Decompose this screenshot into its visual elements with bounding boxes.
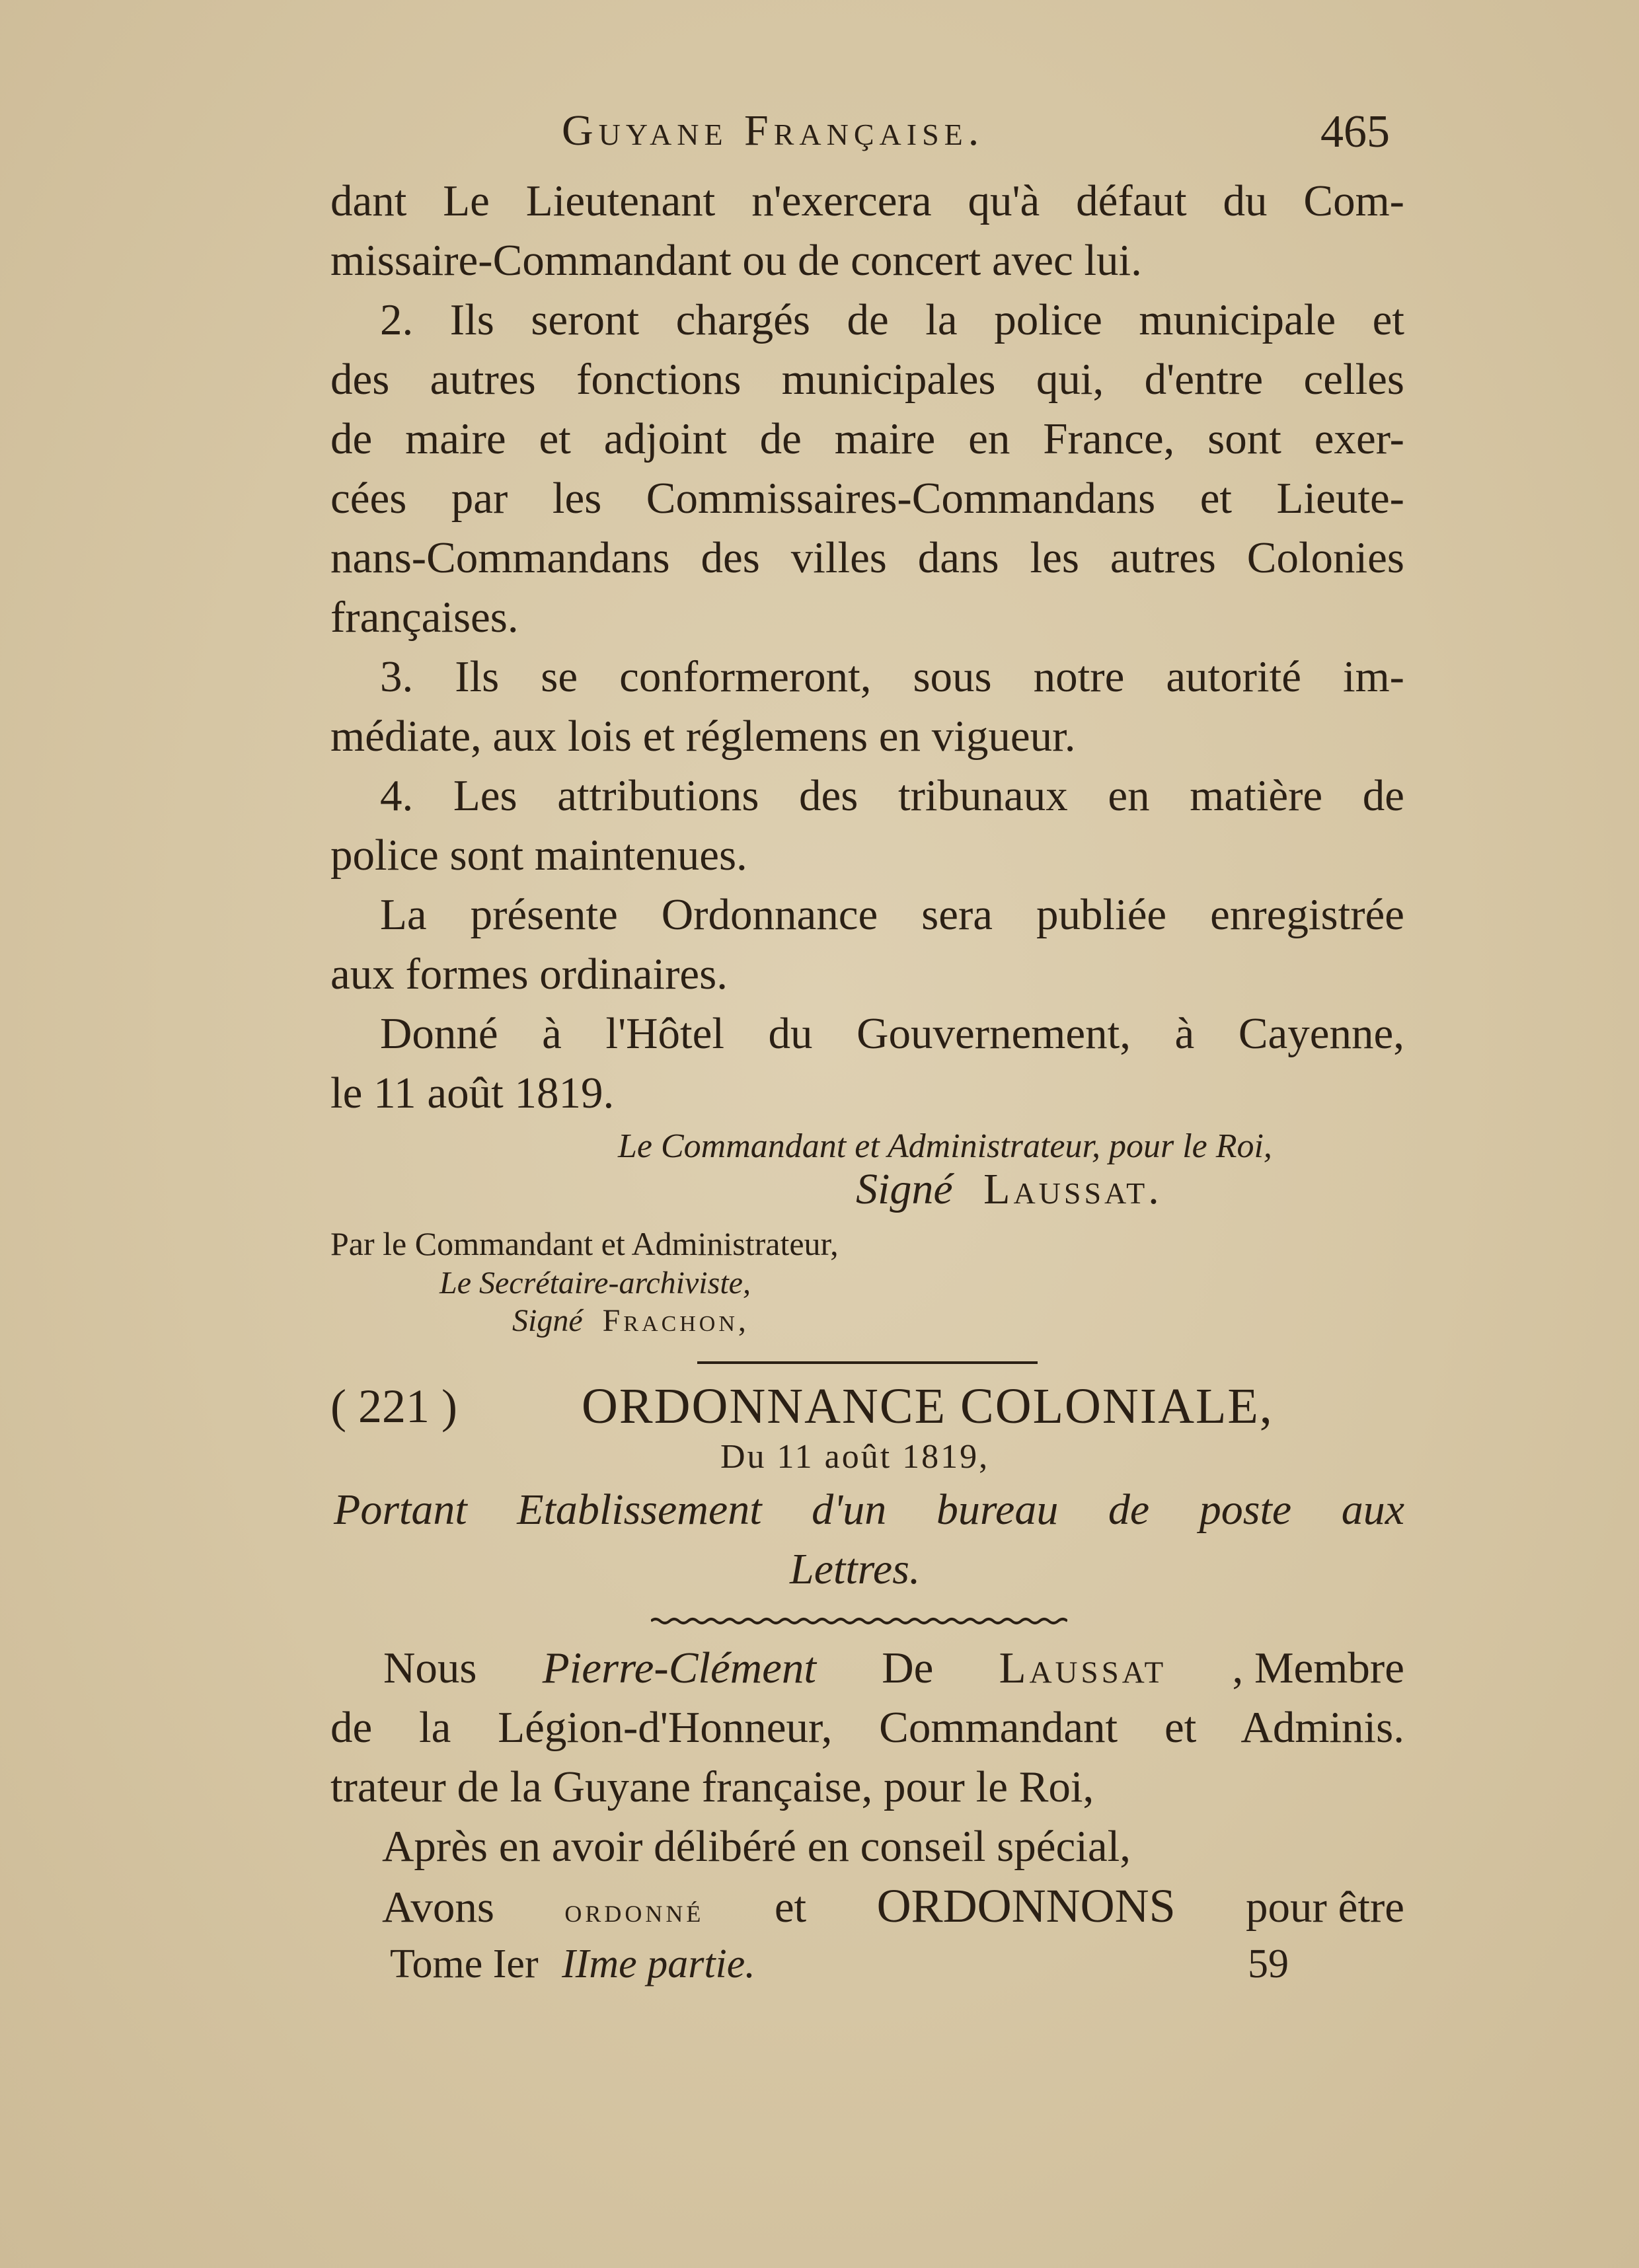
text-line: 3. Ils se conformeront, sous notre autorité im- bbox=[380, 652, 1404, 701]
text-line: aux formes ordinaires. bbox=[330, 950, 728, 999]
text-fragment: Nous bbox=[383, 1644, 477, 1692]
text-line: médiate, aux lois et réglemens en vigueur. bbox=[330, 712, 1076, 761]
signature-line bbox=[856, 1163, 1163, 1216]
signe-label: Signé bbox=[512, 1303, 583, 1338]
text-line: cées par les Commissaires-Commandans et Lieute- bbox=[330, 474, 1404, 523]
text-line: de la Légion-d'Honneur, Commandant et Adminis. bbox=[330, 1703, 1404, 1752]
preamble-line bbox=[382, 1877, 1404, 1940]
text-line: de maire et adjoint de maire en France, sont exer- bbox=[330, 414, 1404, 463]
separator-rule bbox=[697, 1361, 1038, 1364]
signature-name: Laussat. bbox=[983, 1165, 1163, 1213]
text-line: Après en avoir délibéré en conseil spécial, bbox=[382, 1822, 1131, 1871]
person-surname: Laussat bbox=[999, 1644, 1167, 1692]
text-fragment: , Membre bbox=[1232, 1644, 1404, 1692]
text-line: 4. Les attributions des tribunaux en matière de bbox=[380, 771, 1404, 820]
text-line: missaire-Commandant ou de concert avec lui. bbox=[330, 236, 1142, 285]
ordinance-subtitle: Portant Etablissement d'un bureau de poste aux bbox=[334, 1486, 1404, 1534]
ordinance-title: ORDONNANCE COLONIALE, bbox=[582, 1379, 1274, 1434]
text-fragment: De bbox=[882, 1644, 934, 1692]
countersign-signature bbox=[512, 1300, 749, 1342]
text-line: des autres fonctions municipales qui, d'entre celles bbox=[330, 355, 1404, 404]
text-line: Donné à l'Hôtel du Gouvernement, à Cayenne, bbox=[380, 1009, 1404, 1058]
ordinance-number: ( 221 ) bbox=[330, 1380, 457, 1433]
running-header-title: Guyane Française. bbox=[562, 106, 985, 155]
tome-label: Tome Ier bbox=[390, 1942, 539, 1986]
text-fragment: ordonné bbox=[564, 1892, 705, 1930]
footer-line bbox=[390, 1936, 755, 1992]
text-fragment: et bbox=[774, 1883, 807, 1932]
ordinance-subtitle: Lettres. bbox=[790, 1545, 921, 1593]
signature-title: Le Commandant et Administrateur, pour le Roi, bbox=[618, 1127, 1272, 1165]
text-fragment: Avons bbox=[382, 1883, 494, 1932]
ordinance-date: Du 11 août 1819, bbox=[720, 1438, 990, 1476]
person-name: Pierre-Clément bbox=[542, 1644, 817, 1692]
preamble-line bbox=[383, 1639, 1404, 1697]
partie-label: IIme partie. bbox=[562, 1942, 755, 1986]
text-line: nans-Commandans des villes dans les autres Colonies bbox=[330, 533, 1404, 582]
text-line: police sont maintenues. bbox=[330, 831, 747, 880]
text-line: 2. Ils seront chargés de la police municipale et bbox=[380, 295, 1404, 344]
text-line: La présente Ordonnance sera publiée enregistrée bbox=[380, 890, 1404, 939]
signature-mark: 59 bbox=[1248, 1942, 1289, 1986]
countersign-name: Frachon, bbox=[602, 1303, 749, 1338]
text-line: françaises. bbox=[330, 593, 519, 642]
countersign-role: Le Secrétaire-archiviste, bbox=[439, 1266, 751, 1301]
text-line: trateur de la Guyane française, pour le Roi, bbox=[330, 1762, 1094, 1811]
signe-label: Signé bbox=[856, 1165, 953, 1213]
ornamental-rule bbox=[651, 1617, 1067, 1625]
text-line: dant Le Lieutenant n'exercera qu'à défaut du Com- bbox=[330, 176, 1404, 225]
text-fragment: pour être bbox=[1246, 1883, 1404, 1932]
text-fragment: ORDONNONS bbox=[876, 1879, 1176, 1932]
countersign-line: Par le Commandant et Administrateur, bbox=[330, 1225, 839, 1262]
text-line: le 11 août 1819. bbox=[330, 1069, 615, 1117]
page-number: 465 bbox=[1320, 106, 1390, 157]
